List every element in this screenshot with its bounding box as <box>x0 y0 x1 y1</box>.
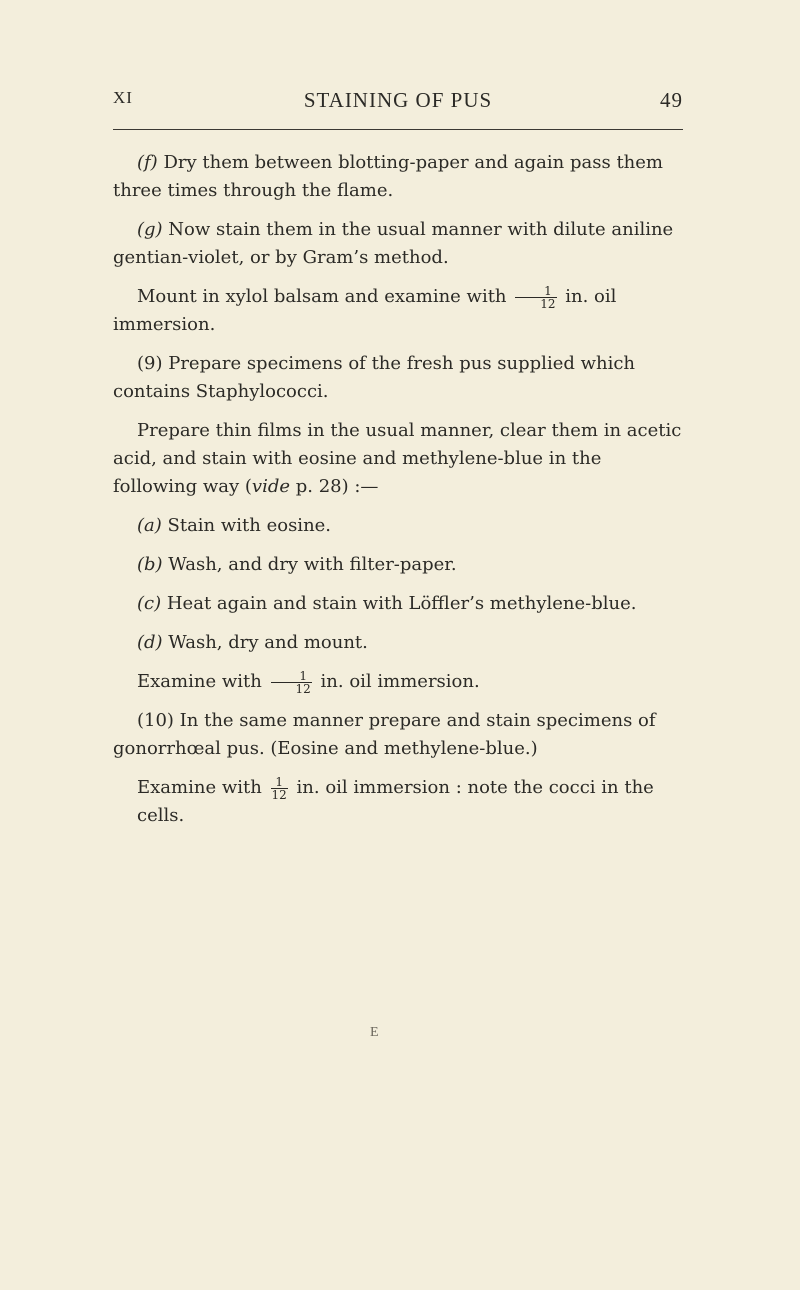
examine-instruction-2 <box>113 774 688 830</box>
fraction-denominator: 12 <box>271 682 312 695</box>
prepare-vide: vide <box>251 476 291 497</box>
step-d-text: Wash, dry and mount. <box>162 632 368 653</box>
step-a-label: (a) <box>137 515 162 536</box>
fraction-denominator: 12 <box>515 297 556 310</box>
step-g-label: (g) <box>137 219 163 240</box>
body-text <box>113 149 688 841</box>
examine-1-text-a: Examine with <box>137 671 268 692</box>
prepare-text-a: Prepare thin films in the usual manner, clear them in acetic acid, and stain with eosine and methylene-blue in the following way ( <box>113 420 682 497</box>
mount-text-b: in. oil immersion. <box>113 286 617 335</box>
mount-instruction <box>113 283 688 339</box>
step-g <box>113 216 688 272</box>
running-header <box>113 88 683 118</box>
fraction <box>515 285 556 310</box>
examine-1-text-b: in. oil immersion. <box>314 671 480 692</box>
paragraph-10: (10) In the same manner prepare and stain specimens of gonorrhœal pus. (Eosine and methylene-blue.) <box>113 710 656 759</box>
step-b <box>113 551 688 579</box>
step-d-label: (d) <box>137 632 163 653</box>
fraction-numerator: 1 <box>299 669 307 683</box>
fraction-denominator: 12 <box>271 788 287 802</box>
step-d <box>113 629 688 657</box>
step-a-text: Stain with eosine. <box>161 515 332 536</box>
page-title: STAINING OF PUS <box>303 88 493 112</box>
step-f-text: Dry them between blotting-paper and again pass them three times through the flame. <box>113 152 663 201</box>
page-number: 49 <box>660 88 683 112</box>
header-rule <box>113 129 683 130</box>
section-number: XI <box>113 88 133 107</box>
step-b-label: (b) <box>137 554 163 575</box>
examine-2-text-a: Examine with <box>137 777 268 798</box>
step-g-text: Now stain them in the usual manner with dilute aniline gentian-violet, or by Gram’s method. <box>113 219 674 268</box>
examine-instruction-1 <box>113 668 688 696</box>
fraction <box>271 776 288 801</box>
step-c-label: (c) <box>137 593 162 614</box>
step-c <box>113 590 688 618</box>
examine-2-text-b: in. oil immersion : note the cocci in the cells. <box>137 777 654 826</box>
step-c-text: Heat again and stain with Löffler’s methylene-blue. <box>161 593 637 614</box>
fraction-numerator: 1 <box>275 775 283 789</box>
prepare-text-b: p. 28) :— <box>290 476 379 497</box>
step-f-label: (f) <box>137 152 158 173</box>
mount-text-a: Mount in xylol balsam and examine with <box>137 286 513 307</box>
fraction <box>271 670 312 695</box>
step-f <box>113 149 688 205</box>
paragraph-9: (9) Prepare specimens of the fresh pus supplied which contains Staphylococci. <box>113 353 636 402</box>
step-b-text: Wash, and dry with filter-paper. <box>162 554 457 575</box>
signature-mark: E <box>370 1025 379 1040</box>
prepare-instruction <box>113 417 688 501</box>
step-a <box>113 512 688 540</box>
fraction-numerator: 1 <box>544 284 552 298</box>
